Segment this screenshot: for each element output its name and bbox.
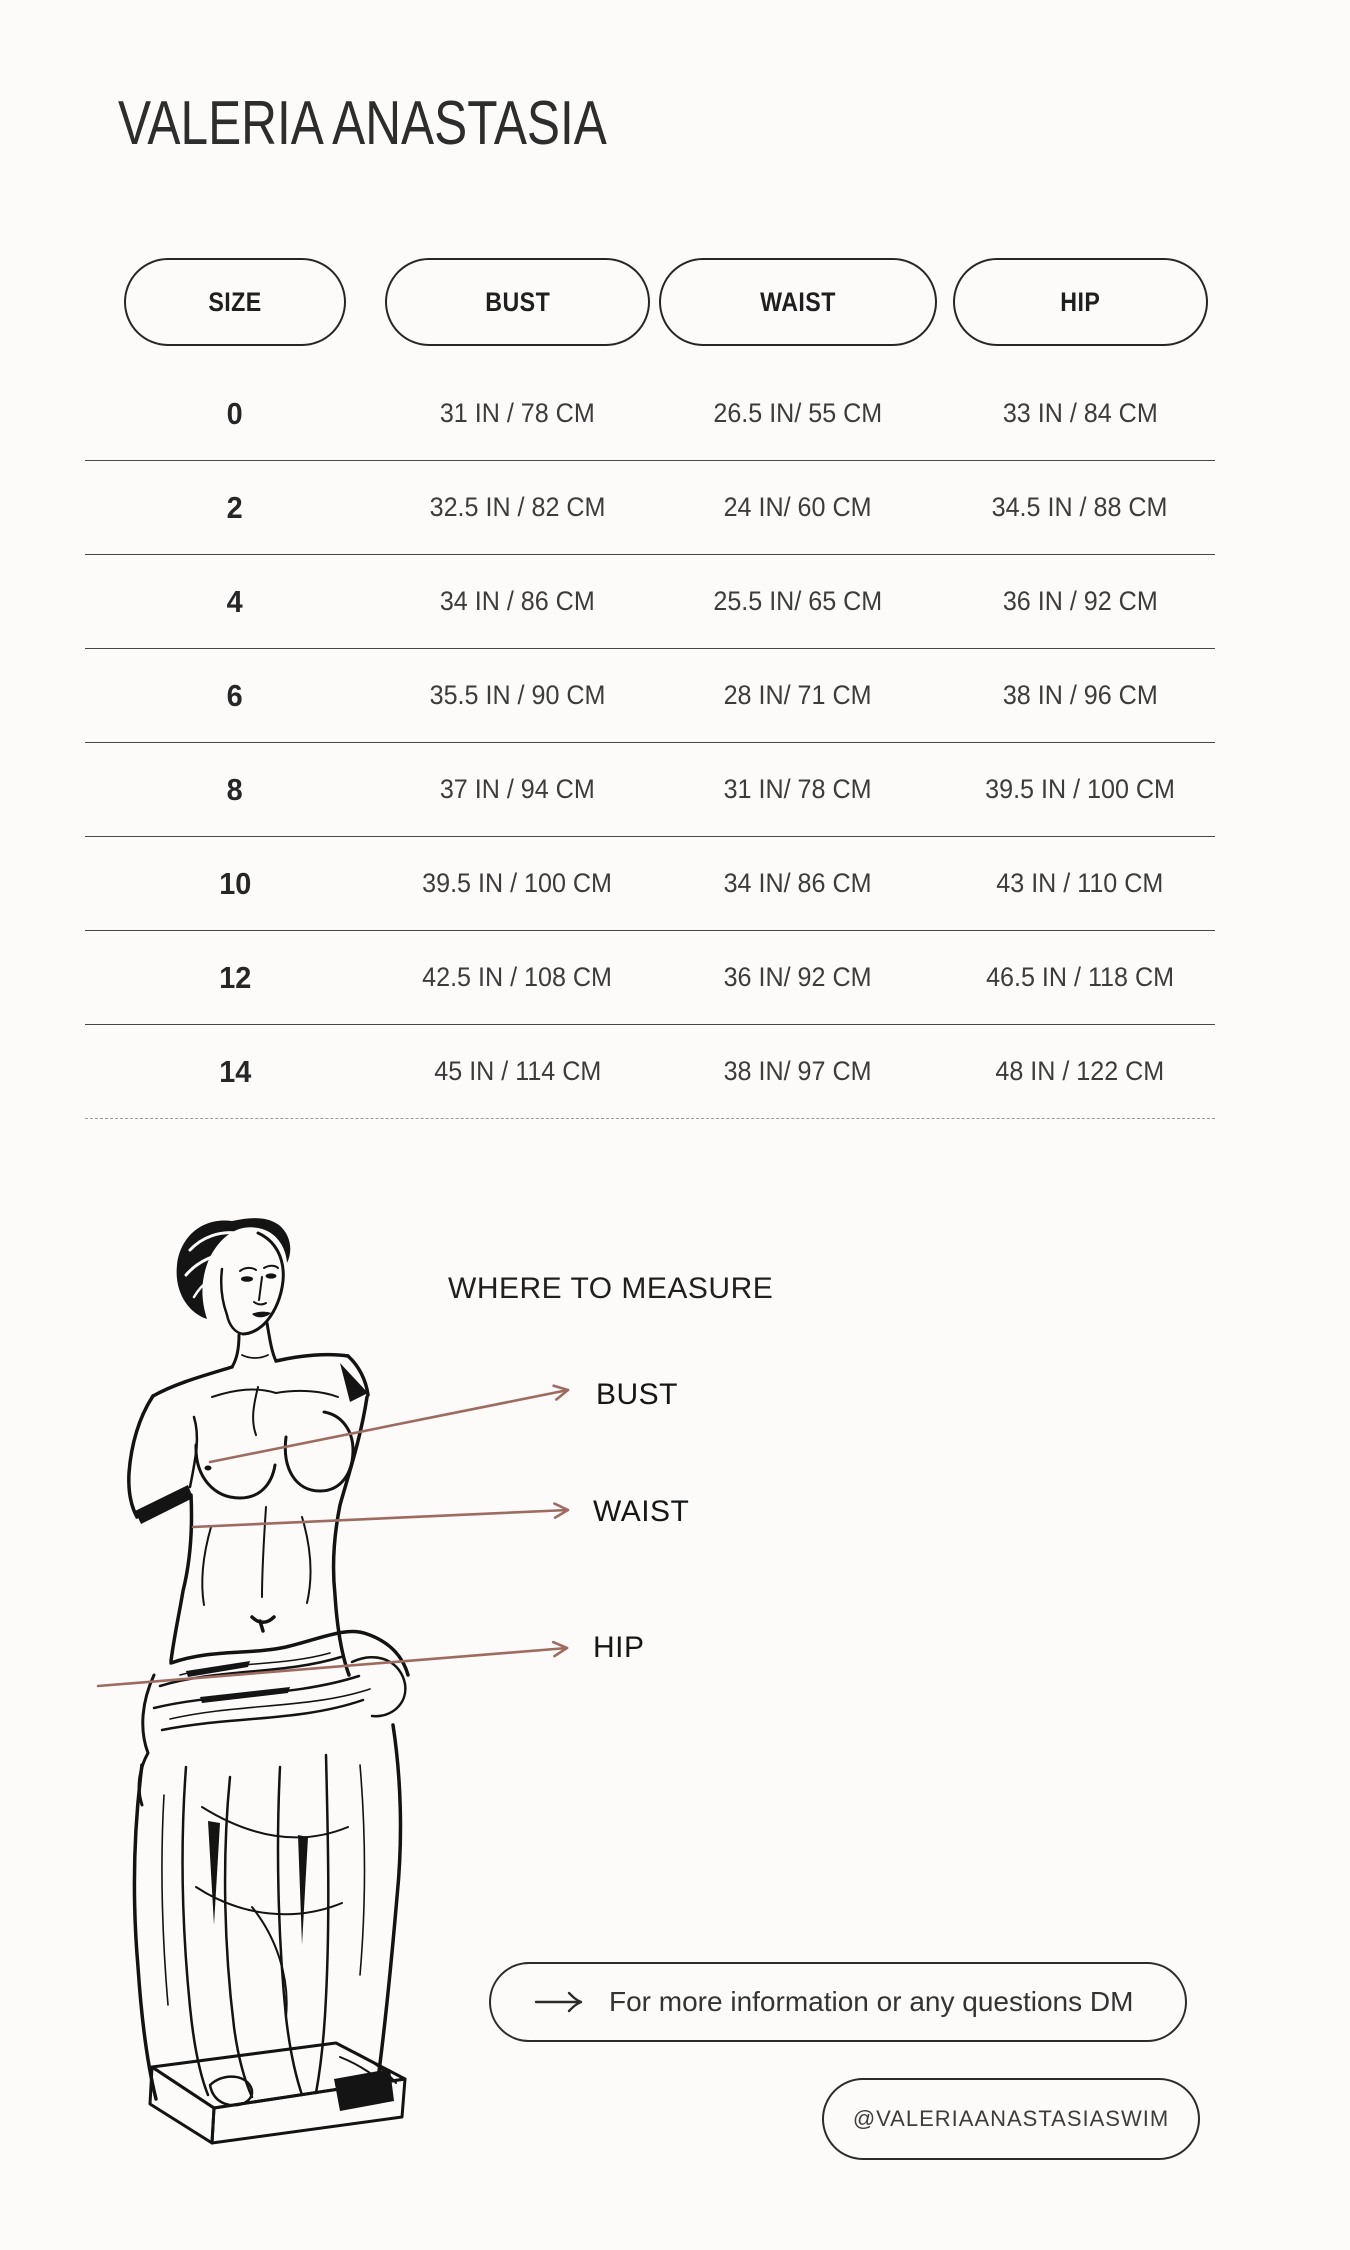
column-header-waist: WAIST: [659, 258, 937, 346]
bust-value: 32.5 IN / 82 CM: [429, 492, 606, 522]
bust-value: 34 IN / 86 CM: [440, 586, 595, 616]
size-value: 4: [226, 583, 244, 619]
table-row: [85, 461, 1215, 555]
size-value: 14: [218, 1053, 252, 1089]
measure-label-bust: BUST: [596, 1378, 679, 1411]
measure-section-title: WHERE TO MEASURE: [448, 1272, 774, 1305]
waist-value: 24 IN/ 60 CM: [723, 492, 872, 522]
table-row: [85, 1025, 1215, 1119]
bust-value: 31 IN / 78 CM: [440, 398, 595, 428]
hip-value: 48 IN / 122 CM: [995, 1056, 1165, 1086]
hip-value: 36 IN / 92 CM: [1002, 586, 1158, 616]
size-chart-table: [85, 256, 1215, 1119]
hip-value: 39.5 IN / 100 CM: [985, 774, 1175, 804]
hip-value: 43 IN / 110 CM: [996, 868, 1164, 898]
waist-value: 28 IN/ 71 CM: [723, 680, 872, 710]
waist-value: 31 IN/ 78 CM: [723, 774, 872, 804]
size-value: 0: [226, 395, 244, 431]
table-row: [85, 555, 1215, 649]
size-value: 8: [226, 771, 244, 807]
waist-value: 26.5 IN/ 55 CM: [713, 398, 882, 428]
column-header-hip: HIP: [953, 258, 1208, 346]
hip-value: 34.5 IN / 88 CM: [992, 492, 1168, 522]
table-row: [85, 931, 1215, 1025]
table-row: [85, 837, 1215, 931]
waist-value: 38 IN/ 97 CM: [723, 1056, 872, 1086]
info-button-label: For more information or any questions DM: [609, 1986, 1134, 2017]
size-value: 12: [218, 959, 252, 995]
info-button[interactable]: [489, 1962, 1187, 2042]
table-row: [85, 743, 1215, 837]
size-chart-header-row: [85, 256, 1215, 348]
waist-value: 25.5 IN/ 65 CM: [713, 586, 882, 616]
column-header-size: SIZE: [124, 258, 346, 346]
bust-value: 37 IN / 94 CM: [440, 774, 595, 804]
venus-statue-illustration: [90, 1205, 440, 2145]
page-title: VALERIA ANASTASIA: [118, 89, 607, 158]
bust-value: 42.5 IN / 108 CM: [422, 962, 613, 992]
column-header-bust: BUST: [385, 258, 650, 346]
waist-value: 34 IN/ 86 CM: [723, 868, 872, 898]
hip-value: 46.5 IN / 118 CM: [986, 962, 1174, 992]
bust-value: 45 IN / 114 CM: [433, 1056, 601, 1086]
hip-value: 33 IN / 84 CM: [1002, 398, 1158, 428]
table-row: [85, 649, 1215, 743]
measure-label-waist: WAIST: [593, 1495, 690, 1528]
size-chart-body: [85, 367, 1215, 1119]
right-arrow-icon: [533, 1988, 585, 2016]
bust-value: 39.5 IN / 100 CM: [422, 868, 613, 898]
waist-value: 36 IN/ 92 CM: [723, 962, 872, 992]
handle-badge-label: @VALERIAANASTASIASWIM: [852, 2106, 1170, 2131]
size-value: 6: [226, 677, 244, 713]
measure-label-hip: HIP: [593, 1631, 645, 1664]
size-value: 2: [226, 489, 244, 525]
hip-value: 38 IN / 96 CM: [1002, 680, 1158, 710]
size-value: 10: [218, 865, 252, 901]
table-row: [85, 367, 1215, 461]
instagram-handle-badge[interactable]: [822, 2078, 1200, 2160]
bust-value: 35.5 IN / 90 CM: [429, 680, 606, 710]
